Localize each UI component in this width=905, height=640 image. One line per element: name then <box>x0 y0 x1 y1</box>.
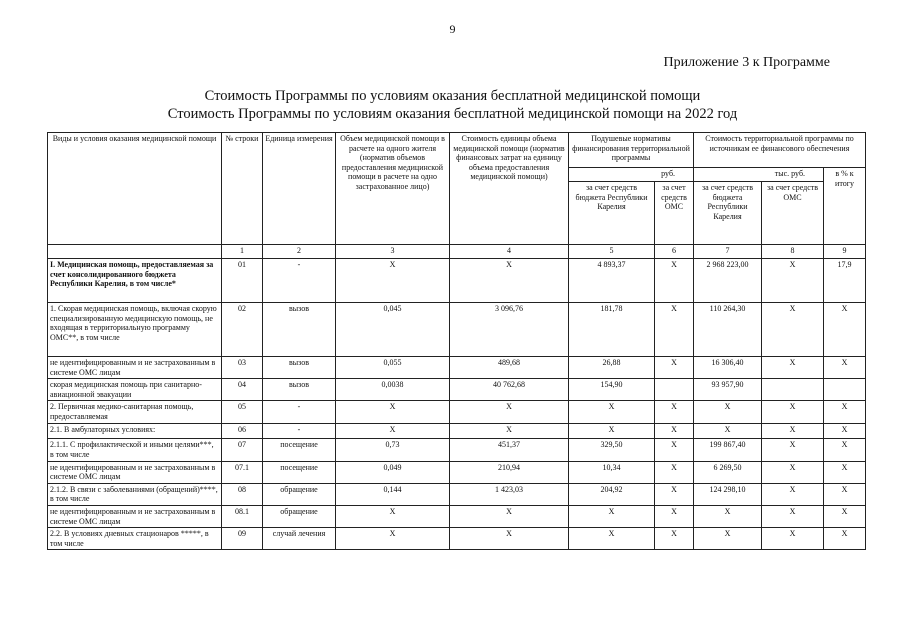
header-thous-rub: тыс. руб. <box>694 168 824 182</box>
cell-t-budget: 93 957,90 <box>694 379 762 401</box>
cell-cost: 3 096,76 <box>450 303 569 357</box>
table-row <box>48 461 866 483</box>
cell-row-no: 07.1 <box>222 461 263 483</box>
cell-t-oms: X <box>762 357 824 379</box>
cell-unit: вызов <box>263 357 336 379</box>
cell-kind: 1. Скорая медицинская помощь, включая скорую специализированную медицинскую помощь, не входящая в территориальную программу ОМС**, в том числе <box>48 303 222 357</box>
appendix-label: Приложение 3 к Программе <box>663 55 830 70</box>
cell-row-no: 02 <box>222 303 263 357</box>
cell-percent: X <box>824 439 866 461</box>
cell-kind: I. Медицинская помощь, предоставляемая за счет консолидированного бюджета Республики Карелия, в том числе* <box>48 259 222 303</box>
cell-t-budget: X <box>694 401 762 424</box>
cell-percent: 17,9 <box>824 259 866 303</box>
cell-percent: X <box>824 483 866 505</box>
cell-pc-oms: X <box>655 424 694 439</box>
cell-cost: 40 762,68 <box>450 379 569 401</box>
cell-unit: - <box>263 401 336 424</box>
cell-pc-budget: 10,34 <box>569 461 655 483</box>
cell-t-oms: X <box>762 483 824 505</box>
header-pc-budget: за счет средств бюджета Республики Карелия <box>569 182 655 245</box>
col-num: 3 <box>336 245 450 259</box>
cell-t-budget: 124 298,10 <box>694 483 762 505</box>
cell-volume: 0,049 <box>336 461 450 483</box>
cell-kind: скорая медицинская помощь при санитарно-авиационной эвакуации <box>48 379 222 401</box>
cell-t-budget: 199 867,40 <box>694 439 762 461</box>
cell-t-oms: X <box>762 505 824 527</box>
cell-pc-budget: 204,92 <box>569 483 655 505</box>
cell-cost: 451,37 <box>450 439 569 461</box>
cell-volume: X <box>336 528 450 550</box>
cell-t-budget: X <box>694 505 762 527</box>
cell-percent: X <box>824 461 866 483</box>
cell-volume: X <box>336 424 450 439</box>
header-percent: в % к итогу <box>824 168 866 245</box>
cell-kind: не идентифицированным и не застрахованным в системе ОМС лицам <box>48 461 222 483</box>
cell-row-no: 06 <box>222 424 263 439</box>
header-unit: Единица измерения <box>263 133 336 245</box>
cell-kind: 2.1.1. С профилактической и иными целями***, в том числе <box>48 439 222 461</box>
cell-pc-budget: 181,78 <box>569 303 655 357</box>
col-num: 5 <box>569 245 655 259</box>
cell-row-no: 05 <box>222 401 263 424</box>
cell-volume: 0,0038 <box>336 379 450 401</box>
table-row <box>48 357 866 379</box>
cell-percent: X <box>824 424 866 439</box>
cell-row-no: 04 <box>222 379 263 401</box>
cost-table <box>47 132 866 550</box>
cell-unit: - <box>263 424 336 439</box>
cell-unit: посещение <box>263 439 336 461</box>
cell-t-budget: 6 269,50 <box>694 461 762 483</box>
cell-unit: посещение <box>263 461 336 483</box>
table-row <box>48 303 866 357</box>
cell-cost: X <box>450 528 569 550</box>
column-numbers-row <box>48 245 866 259</box>
cell-pc-budget: X <box>569 424 655 439</box>
cell-pc-budget: 154,90 <box>569 379 655 401</box>
cell-unit: вызов <box>263 379 336 401</box>
col-num: 2 <box>263 245 336 259</box>
col-num: 1 <box>222 245 263 259</box>
cell-percent: X <box>824 303 866 357</box>
cell-cost: X <box>450 505 569 527</box>
header-t-oms: за счет средств ОМС <box>762 182 824 245</box>
cell-pc-budget: 329,50 <box>569 439 655 461</box>
cell-percent: X <box>824 401 866 424</box>
cell-volume: X <box>336 259 450 303</box>
col-num: 8 <box>762 245 824 259</box>
cell-percent: X <box>824 357 866 379</box>
table-row <box>48 483 866 505</box>
cell-cost: X <box>450 259 569 303</box>
page-number: 9 <box>449 22 456 36</box>
col-num: 9 <box>824 245 866 259</box>
cell-kind: 2. Первичная медико-санитарная помощь, предоставляемая <box>48 401 222 424</box>
cell-row-no: 07 <box>222 439 263 461</box>
cell-pc-oms: X <box>655 505 694 527</box>
cell-percent: X <box>824 528 866 550</box>
cell-cost: 210,94 <box>450 461 569 483</box>
header-row-no: № строки <box>222 133 263 245</box>
table-row <box>48 505 866 527</box>
cell-row-no: 03 <box>222 357 263 379</box>
cell-volume: X <box>336 505 450 527</box>
document-title-line1: Стоимость Программы по условиям оказания бесплатной медицинской помощи <box>204 88 701 104</box>
cell-percent <box>824 379 866 401</box>
cell-t-oms: X <box>762 259 824 303</box>
header-total: Стоимость территориальной программы по источникам ее финансового обеспечения <box>694 133 866 168</box>
document-title-line2: Стоимость Программы по условиям оказания бесплатной медицинской помощи на 2022 год <box>167 106 738 122</box>
cell-cost: X <box>450 424 569 439</box>
cell-t-oms: X <box>762 528 824 550</box>
cell-pc-oms: X <box>655 401 694 424</box>
table-row <box>48 424 866 439</box>
table-row <box>48 528 866 550</box>
cell-pc-oms: X <box>655 528 694 550</box>
cell-cost: X <box>450 401 569 424</box>
col-num-blank <box>48 245 222 259</box>
cell-volume: X <box>336 401 450 424</box>
cell-unit: вызов <box>263 303 336 357</box>
cell-pc-budget: X <box>569 505 655 527</box>
cell-unit: обращение <box>263 483 336 505</box>
cell-cost: 1 423,03 <box>450 483 569 505</box>
col-num: 6 <box>655 245 694 259</box>
table-row <box>48 401 866 424</box>
cell-pc-budget: X <box>569 528 655 550</box>
table-row <box>48 439 866 461</box>
cell-t-budget: X <box>694 528 762 550</box>
header-kind: Виды и условия оказания медицинской помощи <box>48 133 222 245</box>
cell-volume: 0,055 <box>336 357 450 379</box>
cell-pc-budget: X <box>569 401 655 424</box>
cell-cost: 489,68 <box>450 357 569 379</box>
header-per-capita: Подушевые нормативы финансирования территориальной программы <box>569 133 694 168</box>
header-pc-oms: за счет средств ОМС <box>655 182 694 245</box>
cell-row-no: 08.1 <box>222 505 263 527</box>
cell-unit: обращение <box>263 505 336 527</box>
table-row <box>48 379 866 401</box>
cell-t-oms: X <box>762 303 824 357</box>
cell-pc-budget: 26,88 <box>569 357 655 379</box>
header-cost: Стоимость единицы объема медицинской помощи (норматив финансовых затрат на единицу объема предоставления медицинской помощи) <box>450 133 569 245</box>
cell-pc-oms: X <box>655 259 694 303</box>
cell-pc-oms: X <box>655 483 694 505</box>
col-num: 4 <box>450 245 569 259</box>
cell-t-oms: X <box>762 439 824 461</box>
cell-kind: 2.1.2. В связи с заболеваниями (обращений)****, в том числе <box>48 483 222 505</box>
cell-kind: 2.2. В условиях дневных стационаров *****, в том числе <box>48 528 222 550</box>
cell-kind: 2.1. В амбулаторных условиях: <box>48 424 222 439</box>
cell-t-budget: X <box>694 424 762 439</box>
cell-t-oms: X <box>762 401 824 424</box>
cell-t-budget: 110 264,30 <box>694 303 762 357</box>
cell-pc-oms: X <box>655 303 694 357</box>
cell-pc-budget: 4 893,37 <box>569 259 655 303</box>
cell-kind: не идентифицированным и не застрахованным в системе ОМС лицам <box>48 505 222 527</box>
table-row <box>48 259 866 303</box>
cell-volume: 0,73 <box>336 439 450 461</box>
cell-volume: 0,144 <box>336 483 450 505</box>
header-volume: Объем медицинской помощи в расчете на одного жителя (норматив объемов предоставления медицинской помощи в расчете на одно застрахованное лицо) <box>336 133 450 245</box>
cell-t-budget: 2 968 223,00 <box>694 259 762 303</box>
cell-t-oms: X <box>762 424 824 439</box>
cell-t-budget: 16 306,40 <box>694 357 762 379</box>
cell-percent: X <box>824 505 866 527</box>
cell-row-no: 09 <box>222 528 263 550</box>
cell-pc-oms: X <box>655 461 694 483</box>
cell-row-no: 08 <box>222 483 263 505</box>
cell-row-no: 01 <box>222 259 263 303</box>
cell-kind: не идентифицированным и не застрахованным в системе ОМС лицам <box>48 357 222 379</box>
cell-t-oms: X <box>762 461 824 483</box>
header-rub: руб. <box>569 168 694 182</box>
cell-volume: 0,045 <box>336 303 450 357</box>
header-t-budget: за счет средств бюджета Республики Карелия <box>694 182 762 245</box>
cell-unit: - <box>263 259 336 303</box>
cell-pc-oms: X <box>655 439 694 461</box>
cell-t-oms <box>762 379 824 401</box>
cell-pc-oms: X <box>655 357 694 379</box>
cell-pc-oms <box>655 379 694 401</box>
cell-unit: случай лечения <box>263 528 336 550</box>
col-num: 7 <box>694 245 762 259</box>
